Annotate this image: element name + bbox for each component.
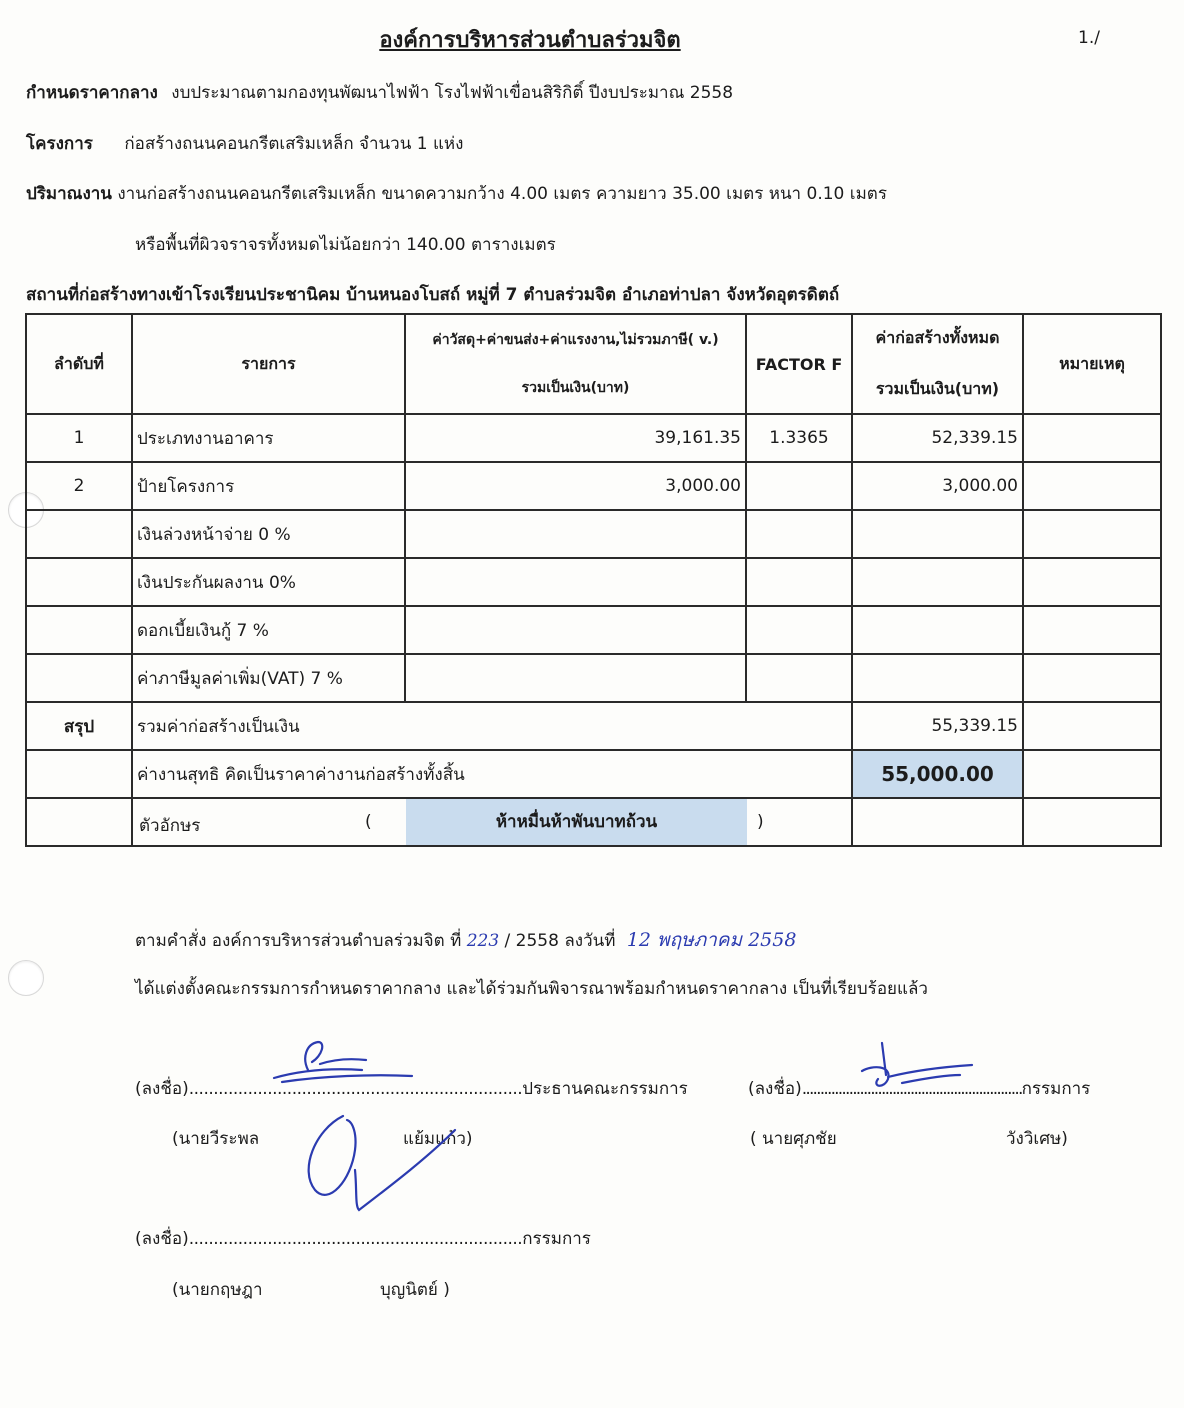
words-no	[26, 798, 132, 846]
row-remark	[1023, 414, 1161, 462]
row-item: ค่าภาษีมูลค่าเพิ่ม(VAT) 7 %	[132, 654, 405, 702]
row-total	[852, 510, 1023, 558]
row-cost: 3,000.00	[405, 462, 746, 510]
member2-signature	[295, 1110, 465, 1220]
member1-signature	[832, 1035, 982, 1105]
header-no: ลำดับที่	[26, 314, 132, 414]
row-total: 3,000.00	[852, 462, 1023, 510]
header-remark: หมายเหตุ	[1023, 314, 1161, 414]
row-remark	[1023, 462, 1161, 510]
header-cost-top: ค่าวัสดุ+ค่าขนส่ง+ค่าแรงงาน,ไม่รวมภาษี( v.)	[432, 332, 719, 348]
table-row	[26, 414, 1161, 462]
words-value: ห้าหมื่นห้าพันบาทถ้วน	[406, 799, 747, 845]
header-factor: FACTOR F	[746, 314, 852, 414]
net-item: ค่างานสุทธิ คิดเป็นราคาค่างานก่อสร้างทั้งสิ้น	[132, 750, 852, 798]
header-cost-bottom: รวมเป็นเงิน(บาท)	[521, 380, 630, 396]
row-no: 1	[26, 414, 132, 462]
row-cost	[405, 654, 746, 702]
row-total: 52,339.15	[852, 414, 1023, 462]
row-cost	[405, 606, 746, 654]
row-item: ดอกเบี้ยเงินกู้ 7 %	[132, 606, 405, 654]
member2-sign-prefix: (ลงชื่อ)	[135, 1229, 189, 1249]
row-no	[26, 654, 132, 702]
row-factor	[746, 462, 852, 510]
quantity-label: ปริมาณงาน	[26, 184, 112, 204]
member1-role: กรรมการ	[1021, 1079, 1091, 1099]
table-header-row	[26, 314, 1161, 414]
location-text: สถานที่ก่อสร้างทางเข้าโรงเรียนประชานิคม บ้านหนองโบสถ์ หมู่ที่ 7 ตำบลร่วมจิต อำเภอท่าปลา จังหวัดอุตรดิตถ์	[26, 285, 840, 305]
order-line	[135, 925, 796, 955]
words-total	[852, 798, 1023, 846]
summary-row	[26, 702, 1161, 750]
row-total	[852, 606, 1023, 654]
words-open-paren: (	[365, 812, 372, 832]
member2-role: กรรมการ	[522, 1229, 591, 1249]
member2-last-name: บุญนิตย์ )	[380, 1280, 450, 1300]
order-year: / 2558 ลงวันที่	[504, 931, 616, 951]
row-factor: 1.3365	[746, 414, 852, 462]
row-item: ป้ายโครงการ	[132, 462, 405, 510]
row-factor	[746, 558, 852, 606]
row-no	[26, 558, 132, 606]
member1-sign-dots: .............................................................	[801, 1079, 1022, 1099]
order-date: 12 พฤษภาคม 2558	[626, 929, 797, 951]
quantity-line	[26, 180, 887, 207]
words-close-paren: )	[757, 812, 764, 832]
table-row	[26, 606, 1161, 654]
header-total-top: ค่าก่อสร้างทั้งหมด	[875, 328, 1000, 347]
table-row	[26, 510, 1161, 558]
quantity-area-text: หรือพื้นที่ผิวจราจรทั้งหมดไม่น้อยกว่า 140.00 ตารางเมตร	[135, 235, 556, 255]
row-total	[852, 558, 1023, 606]
member1-last-name: วังวิเศษ)	[1006, 1129, 1068, 1149]
member1-first-name: ( นายศุภชัย	[750, 1129, 837, 1149]
summary-label: สรุป	[26, 702, 132, 750]
header-cost	[405, 314, 746, 414]
budget-label: กำหนดราคากลาง	[26, 83, 158, 103]
net-remark	[1023, 750, 1161, 798]
member2-sign-line	[135, 1225, 591, 1252]
chair-signature	[262, 1030, 422, 1090]
chair-last-name: แย้มแก้ว)	[403, 1129, 473, 1149]
row-item: ประเภทงานอาคาร	[132, 414, 405, 462]
chair-sign-prefix: (ลงชื่อ)	[135, 1079, 189, 1099]
document-title: องค์การบริหารส่วนตำบลร่วมจิต	[379, 28, 681, 53]
row-total	[852, 654, 1023, 702]
budget-line	[26, 79, 733, 106]
punch-hole-bottom	[8, 960, 44, 996]
project-label: โครงการ	[26, 134, 93, 154]
order-text: ตามคำสั่ง องค์การบริหารส่วนตำบลร่วมจิต ที่	[135, 931, 462, 951]
table-row	[26, 558, 1161, 606]
header-item: รายการ	[132, 314, 405, 414]
project-line	[26, 130, 463, 157]
row-remark	[1023, 510, 1161, 558]
budget-text: งบประมาณตามกองทุนพัฒนาไฟฟ้า โรงไฟฟ้าเขื่อนสิริกิติ์ ปีงบประมาณ 2558	[171, 83, 734, 103]
chair-role: ประธานคณะกรรมการ	[522, 1079, 688, 1099]
net-row	[26, 750, 1161, 798]
order-number: 223	[466, 931, 500, 951]
net-no	[26, 750, 132, 798]
row-remark	[1023, 606, 1161, 654]
header-total-bottom: รวมเป็นเงิน(บาท)	[875, 379, 1000, 398]
row-factor	[746, 510, 852, 558]
row-factor	[746, 654, 852, 702]
table-row	[26, 462, 1161, 510]
summary-sum-total: 55,339.15	[852, 702, 1023, 750]
table-row	[26, 654, 1161, 702]
header-total	[852, 314, 1023, 414]
row-no	[26, 606, 132, 654]
row-remark	[1023, 558, 1161, 606]
summary-sum-remark	[1023, 702, 1161, 750]
page-number: 1./	[1078, 28, 1100, 48]
row-remark	[1023, 654, 1161, 702]
words-label: ตัวอักษร	[139, 816, 201, 836]
row-factor	[746, 606, 852, 654]
appoint-text: ได้แต่งตั้งคณะกรรมการกำหนดราคากลาง และได้ร่วมกันพิจารณาพร้อมกำหนดราคากลาง เป็นที่เรียบร้อยแล้ว	[135, 979, 928, 999]
quantity-text: งานก่อสร้างถนนคอนกรีตเสริมเหล็ก ขนาดความกว้าง 4.00 เมตร ความยาว 35.00 เมตร หนา 0.10 เมตร	[117, 184, 887, 204]
member2-first-name: (นายกฤษฎา	[172, 1280, 263, 1300]
summary-sum-item: รวมค่าก่อสร้างเป็นเงิน	[132, 702, 852, 750]
chair-first-name: (นายวีระพล	[172, 1129, 260, 1149]
row-cost: 39,161.35	[405, 414, 746, 462]
row-no: 2	[26, 462, 132, 510]
words-remark	[1023, 798, 1161, 846]
row-cost	[405, 510, 746, 558]
price-table	[25, 313, 1162, 847]
row-cost	[405, 558, 746, 606]
row-item: เงินล่วงหน้าจ่าย 0 %	[132, 510, 405, 558]
project-text: ก่อสร้างถนนคอนกรีตเสริมเหล็ก จำนวน 1 แห่ง	[124, 134, 464, 154]
row-item: เงินประกันผลงาน 0%	[132, 558, 405, 606]
member2-sign-dots: ....................................................................	[188, 1229, 523, 1249]
chair-sign-dots: ....................................................................	[188, 1079, 523, 1099]
member1-sign-prefix: (ลงชื่อ)	[748, 1079, 802, 1099]
words-cell	[132, 798, 852, 846]
net-total: 55,000.00	[852, 750, 1023, 798]
row-no	[26, 510, 132, 558]
words-row	[26, 798, 1161, 846]
